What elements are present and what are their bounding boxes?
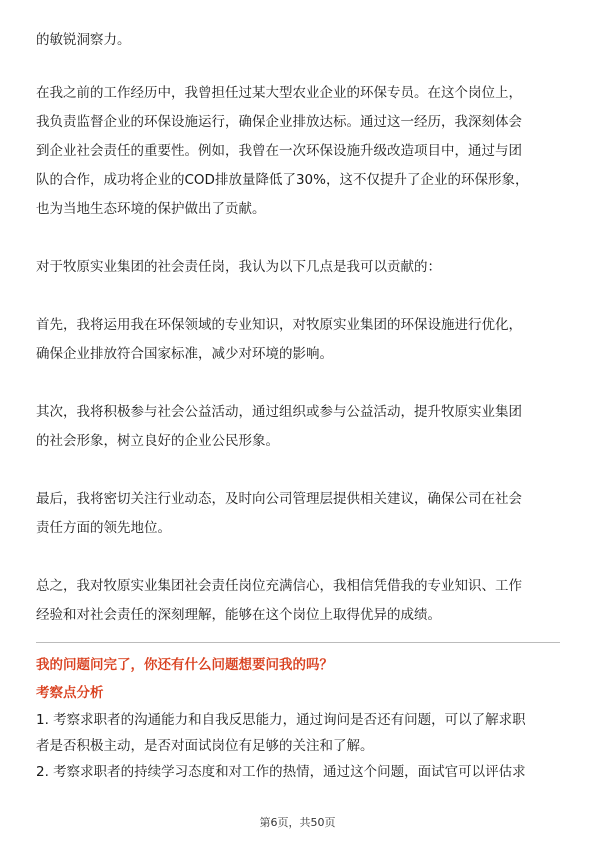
interview-question: 我的问题问完了，你还有什么问题想要问我的吗？	[36, 657, 333, 673]
paragraph-conclusion: 总之，我对牧原实业集团社会责任岗位充满信心，我相信凭借我的专业知识、工作 经验和对社会责任的深刻理解，能够在这个岗位上取得优异的成绩。	[36, 578, 522, 623]
document-body	[36, 26, 560, 785]
paragraph-third-point: 最后，我将密切关注行业动态，及时向公司管理层提供相关建议，确保公司在社会 责任方面的领先地位。	[36, 491, 522, 536]
paragraph-continuation: 的敏锐洞察力。	[36, 32, 131, 48]
section-divider	[36, 642, 560, 643]
paragraph-experience: 在我之前的工作经历中，我曾担任过某大型农业企业的环保专员。在这个岗位上， 我负责监督企业的环保设施运行，确保企业排放达标。通过这一经历，我深刻体会 到企业社会责任的重要性。例如，我曾在一次环保设施升级改造项目中，通过与团 队的合作，成功将企业的COD排放量降低了30%，这不仅提升了企业的环保形象， 也为当地生态环境的保护做出了贡献。	[36, 85, 529, 217]
page-number: 第6页，共50页	[259, 816, 336, 829]
analysis-item-1: 1. 考察求职者的沟通能力和自我反思能力，通过询问是否还有问题，可以了解求职 者是否积极主动，是否对面试岗位有足够的关注和了解。	[36, 712, 526, 754]
paragraph-contribution-intro: 对于牧原实业集团的社会责任岗，我认为以下几点是我可以贡献的：	[36, 259, 441, 275]
analysis-heading: 考察点分析	[36, 685, 104, 701]
paragraph-second-point: 其次，我将积极参与社会公益活动，通过组织或参与公益活动，提升牧原实业集团 的社会形象，树立良好的企业公民形象。	[36, 404, 522, 449]
analysis-item-2: 2. 考察求职者的持续学习态度和对工作的热情，通过这个问题，面试官可以评估求	[36, 764, 526, 780]
paragraph-first-point: 首先，我将运用我在环保领域的专业知识，对牧原实业集团的环保设施进行优化， 确保企业排放符合国家标准，减少对环境的影响。	[36, 317, 522, 362]
